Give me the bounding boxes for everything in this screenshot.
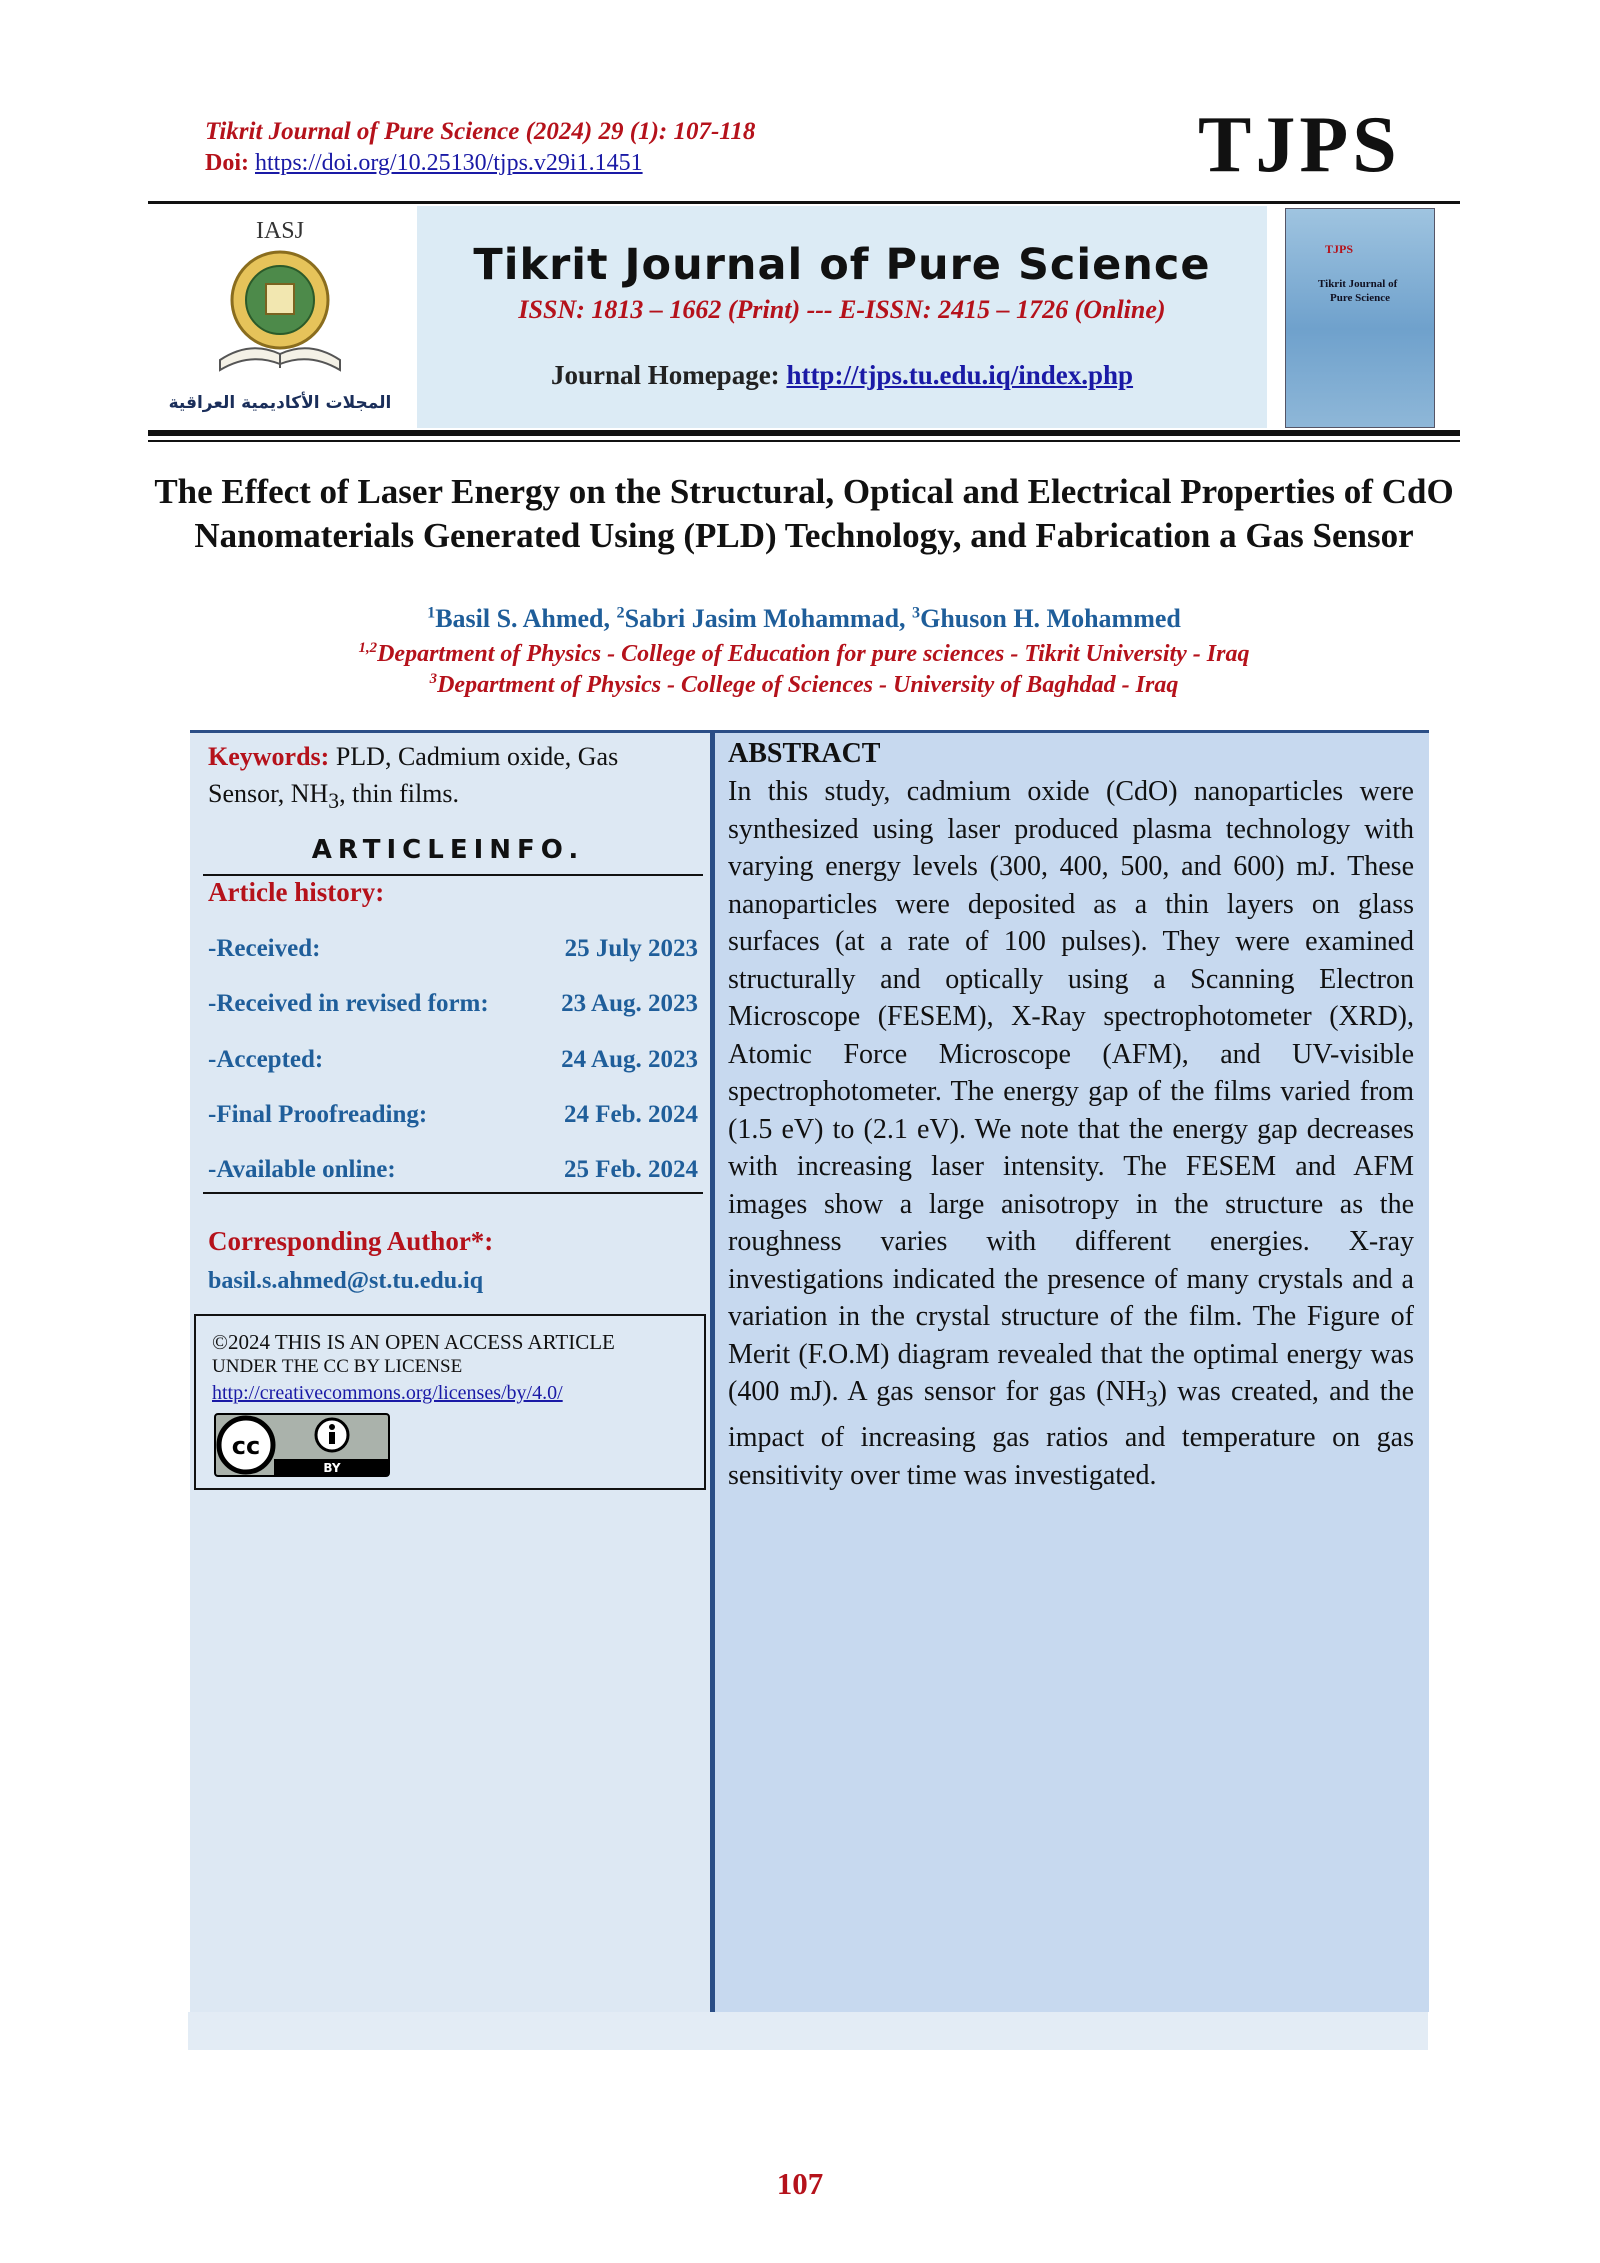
svg-text:cc: cc <box>231 1432 261 1460</box>
panel-top-border <box>190 730 1429 733</box>
iasj-emblem-icon <box>162 212 412 420</box>
history-row-revised <box>208 990 698 1018</box>
journal-homepage <box>417 360 1267 391</box>
cc-by-text: BY <box>323 1461 341 1475</box>
homepage-label: Journal Homepage: <box>550 360 787 390</box>
history-label: -Available online: <box>208 1156 396 1183</box>
history-rule <box>203 1192 703 1194</box>
cover-abbrev: TJPS <box>1325 242 1354 256</box>
journal-cover-thumbnail <box>1285 208 1435 428</box>
cc-by-icon <box>214 1413 390 1477</box>
running-doi <box>205 150 643 177</box>
abstract-body-a: In this study, cadmium oxide (CdO) nanoparticles were synthesized using laser produced plasma technology with varying energy levels (300, 400, 500, and 600) mJ. These nanoparticles were deposited as a thin layers on glass surfaces (at a rate of 100 pulses). They were examined structurally and optically using a Scanning Electron Microscope (FESEM), X-Ray spectrophotometer (XRD), Atomic Force Microscope (AFM), and UV-visible spectrophotometer. The energy gap of the films varied from (1.5 eV) to (2.1 eV). We note that the energy gap decreases with increasing laser intensity. The FESEM and AFM images show a large anisotropy in the structure as the roughness varies with different energies. X-ray investigations indicated the presence of many crystals and a variation in the crystal structure of the film. The Figure of Merit (F.O.M) diagram revealed that the optimal energy was (400 mJ). A gas sensor for gas (NH <box>728 776 1414 1407</box>
history-row-online <box>208 1156 698 1184</box>
iasj-arabic-text: المجلات الأكاديمية العراقية <box>168 393 392 413</box>
cover-title-line-2: Pure Science <box>1330 292 1390 304</box>
license-line-2: UNDER THE CC BY LICENSE <box>212 1356 463 1377</box>
author-sup: 2 <box>616 604 625 622</box>
history-label: -Received in revised form: <box>208 990 489 1017</box>
affiliation-sup: 1,2 <box>358 640 378 656</box>
author-name: Ghuson H. Mohammed <box>920 604 1181 633</box>
history-date: 23 Aug. 2023 <box>561 990 698 1017</box>
author-name: Sabri Jasim Mohammad, <box>624 604 913 633</box>
header-rule <box>148 201 1460 204</box>
keywords-tail: , thin films. <box>339 779 460 808</box>
journal-issn: ISSN: 1813 – 1662 (Print) --- E-ISSN: 2415 – 1726 (Online) <box>518 295 1166 324</box>
history-date: 24 Aug. 2023 <box>561 1046 698 1073</box>
keywords-label: Keywords: <box>208 742 330 771</box>
history-label: -Accepted: <box>208 1046 324 1073</box>
masthead-rule-thin <box>148 440 1460 442</box>
author-list <box>150 604 1458 634</box>
iasj-logo <box>162 212 412 420</box>
license-line-1: ©2024 THIS IS AN OPEN ACCESS ARTICLE <box>212 1330 615 1354</box>
corresponding-author-email[interactable]: basil.s.ahmed@st.tu.edu.iq <box>208 1268 484 1294</box>
keywords <box>208 738 688 820</box>
cc-by-badge <box>214 1413 390 1477</box>
abstract-text <box>728 773 1414 1494</box>
tjps-logo: TJPS <box>1198 101 1401 189</box>
author-name: Basil S. Ahmed, <box>435 604 617 633</box>
history-label: -Received: <box>208 935 321 962</box>
keywords-subscript: 3 <box>328 789 340 814</box>
journal-title: Tikrit Journal of Pure Science <box>473 240 1211 290</box>
history-row-proofreading <box>208 1101 698 1129</box>
license-link[interactable]: http://creativecommons.org/licenses/by/4.0/ <box>212 1382 563 1404</box>
doi-link[interactable]: https://doi.org/10.25130/tjps.v29i1.1451 <box>255 150 643 176</box>
article-title: The Effect of Laser Energy on the Structural, Optical and Electrical Properties of CdO Nanomaterials Generated Using (PLD) Technology, and Fabrication a Gas Sensor <box>154 472 1454 555</box>
affiliation <box>150 640 1458 668</box>
history-row-accepted <box>208 1046 698 1074</box>
history-label: -Final Proofreading: <box>208 1101 428 1128</box>
author-sup: 1 <box>427 604 436 622</box>
running-journal-citation: Tikrit Journal of Pure Science (2024) 29 (1): 107-118 <box>205 118 756 145</box>
homepage-link[interactable]: http://tjps.tu.edu.iq/index.php <box>786 360 1134 390</box>
iasj-text: IASJ <box>255 218 305 244</box>
page-number: 107 <box>776 2166 824 2201</box>
abstract-heading: ABSTRACT <box>728 738 881 769</box>
corresponding-author-label: Corresponding Author*: <box>208 1226 494 1256</box>
affiliation-text: Department of Physics - College of Education for pure sciences - Tikrit University - Iraq <box>377 641 1250 667</box>
cover-title-line-1: Tikrit Journal of <box>1318 278 1398 290</box>
author-sup: 3 <box>912 604 921 622</box>
column-divider <box>710 732 715 2012</box>
article-info-heading: ARTICLEINFO. <box>311 835 585 865</box>
article-info-rule <box>203 874 703 876</box>
affiliation-text: Department of Physics - College of Sciences - University of Baghdad - Iraq <box>437 672 1179 698</box>
article-history-label: Article history: <box>208 877 385 907</box>
affiliation-sup: 3 <box>429 671 438 687</box>
history-row-received <box>208 935 698 963</box>
doi-label: Doi: <box>205 150 249 176</box>
panel-bottom-band <box>188 2012 1428 2050</box>
masthead-rule-thick <box>148 430 1460 436</box>
abstract-body-b: ) was created, and the impact of increasing gas ratios and temperature on gas sensitivity over time was investigated. <box>728 1376 1414 1491</box>
history-date: 24 Feb. 2024 <box>563 1101 698 1128</box>
history-date: 25 July 2023 <box>564 935 698 962</box>
abstract-subscript: 3 <box>1145 1386 1158 1413</box>
affiliation <box>150 671 1458 699</box>
keywords-text: PLD, Cadmium oxide, Gas Sensor, NH <box>208 742 619 808</box>
history-date: 25 Feb. 2024 <box>563 1156 698 1183</box>
